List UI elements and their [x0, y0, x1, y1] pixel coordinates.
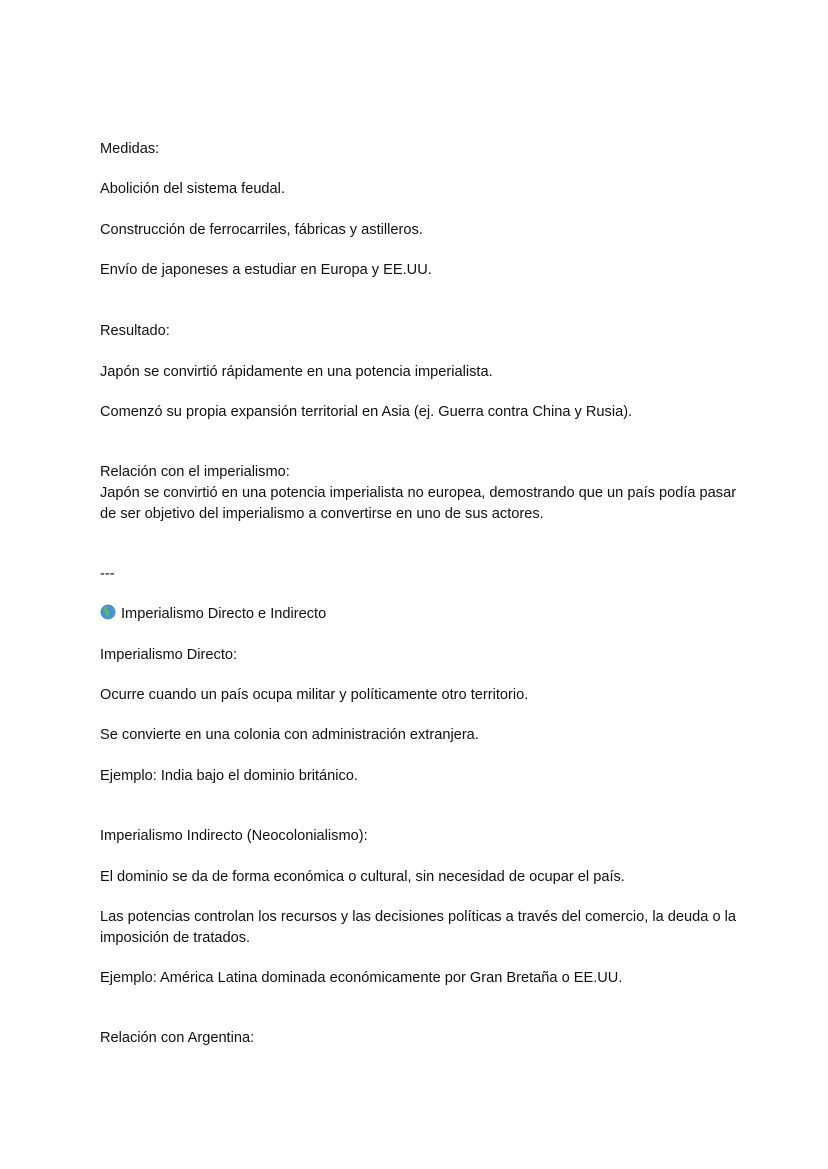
section-title-text: Imperialismo Directo e Indirecto	[121, 606, 327, 622]
measure-item: Envío de japoneses a estudiar en Europa y EE.UU.	[100, 262, 432, 278]
indirect-item: El dominio se da de forma económica o cultural, sin necesidad de ocupar el país.	[100, 869, 625, 885]
relation-paragraph: Japón se convirtió en una potencia imperialista no europea, demostrando que un país podía pasar de ser objetivo del imperialismo a convertirse en uno de sus actores.	[100, 485, 737, 522]
measure-item: Construcción de ferrocarriles, fábricas y astilleros.	[100, 222, 423, 238]
globe-americas-icon	[100, 604, 116, 620]
indirect-item: Las potencias controlan los recursos y las decisiones políticas a través del comercio, la deuda o la imposición de tratados.	[100, 909, 736, 946]
result-item: Japón se convirtió rápidamente en una potencia imperialista.	[100, 364, 493, 380]
indirect-heading: Imperialismo Indirecto (Neocolonialismo):	[100, 828, 368, 844]
direct-item: Ocurre cuando un país ocupa militar y políticamente otro territorio.	[100, 687, 529, 703]
relation-heading: Relación con el imperialismo:	[100, 464, 290, 480]
argentina-heading: Relación con Argentina:	[100, 1030, 255, 1046]
result-heading: Resultado:	[100, 323, 170, 339]
section-separator: ---	[100, 566, 115, 582]
direct-heading: Imperialismo Directo:	[100, 647, 238, 663]
measure-item: Abolición del sistema feudal.	[100, 181, 285, 197]
measures-heading: Medidas:	[100, 141, 160, 157]
result-item: Comenzó su propia expansión territorial en Asia (ej. Guerra contra China y Rusia).	[100, 404, 633, 420]
indirect-item: Ejemplo: América Latina dominada económicamente por Gran Bretaña o EE.UU.	[100, 970, 623, 986]
section-title	[100, 604, 326, 625]
direct-item: Ejemplo: India bajo el dominio británico.	[100, 768, 358, 784]
direct-item: Se convierte en una colonia con administración extranjera.	[100, 727, 479, 743]
